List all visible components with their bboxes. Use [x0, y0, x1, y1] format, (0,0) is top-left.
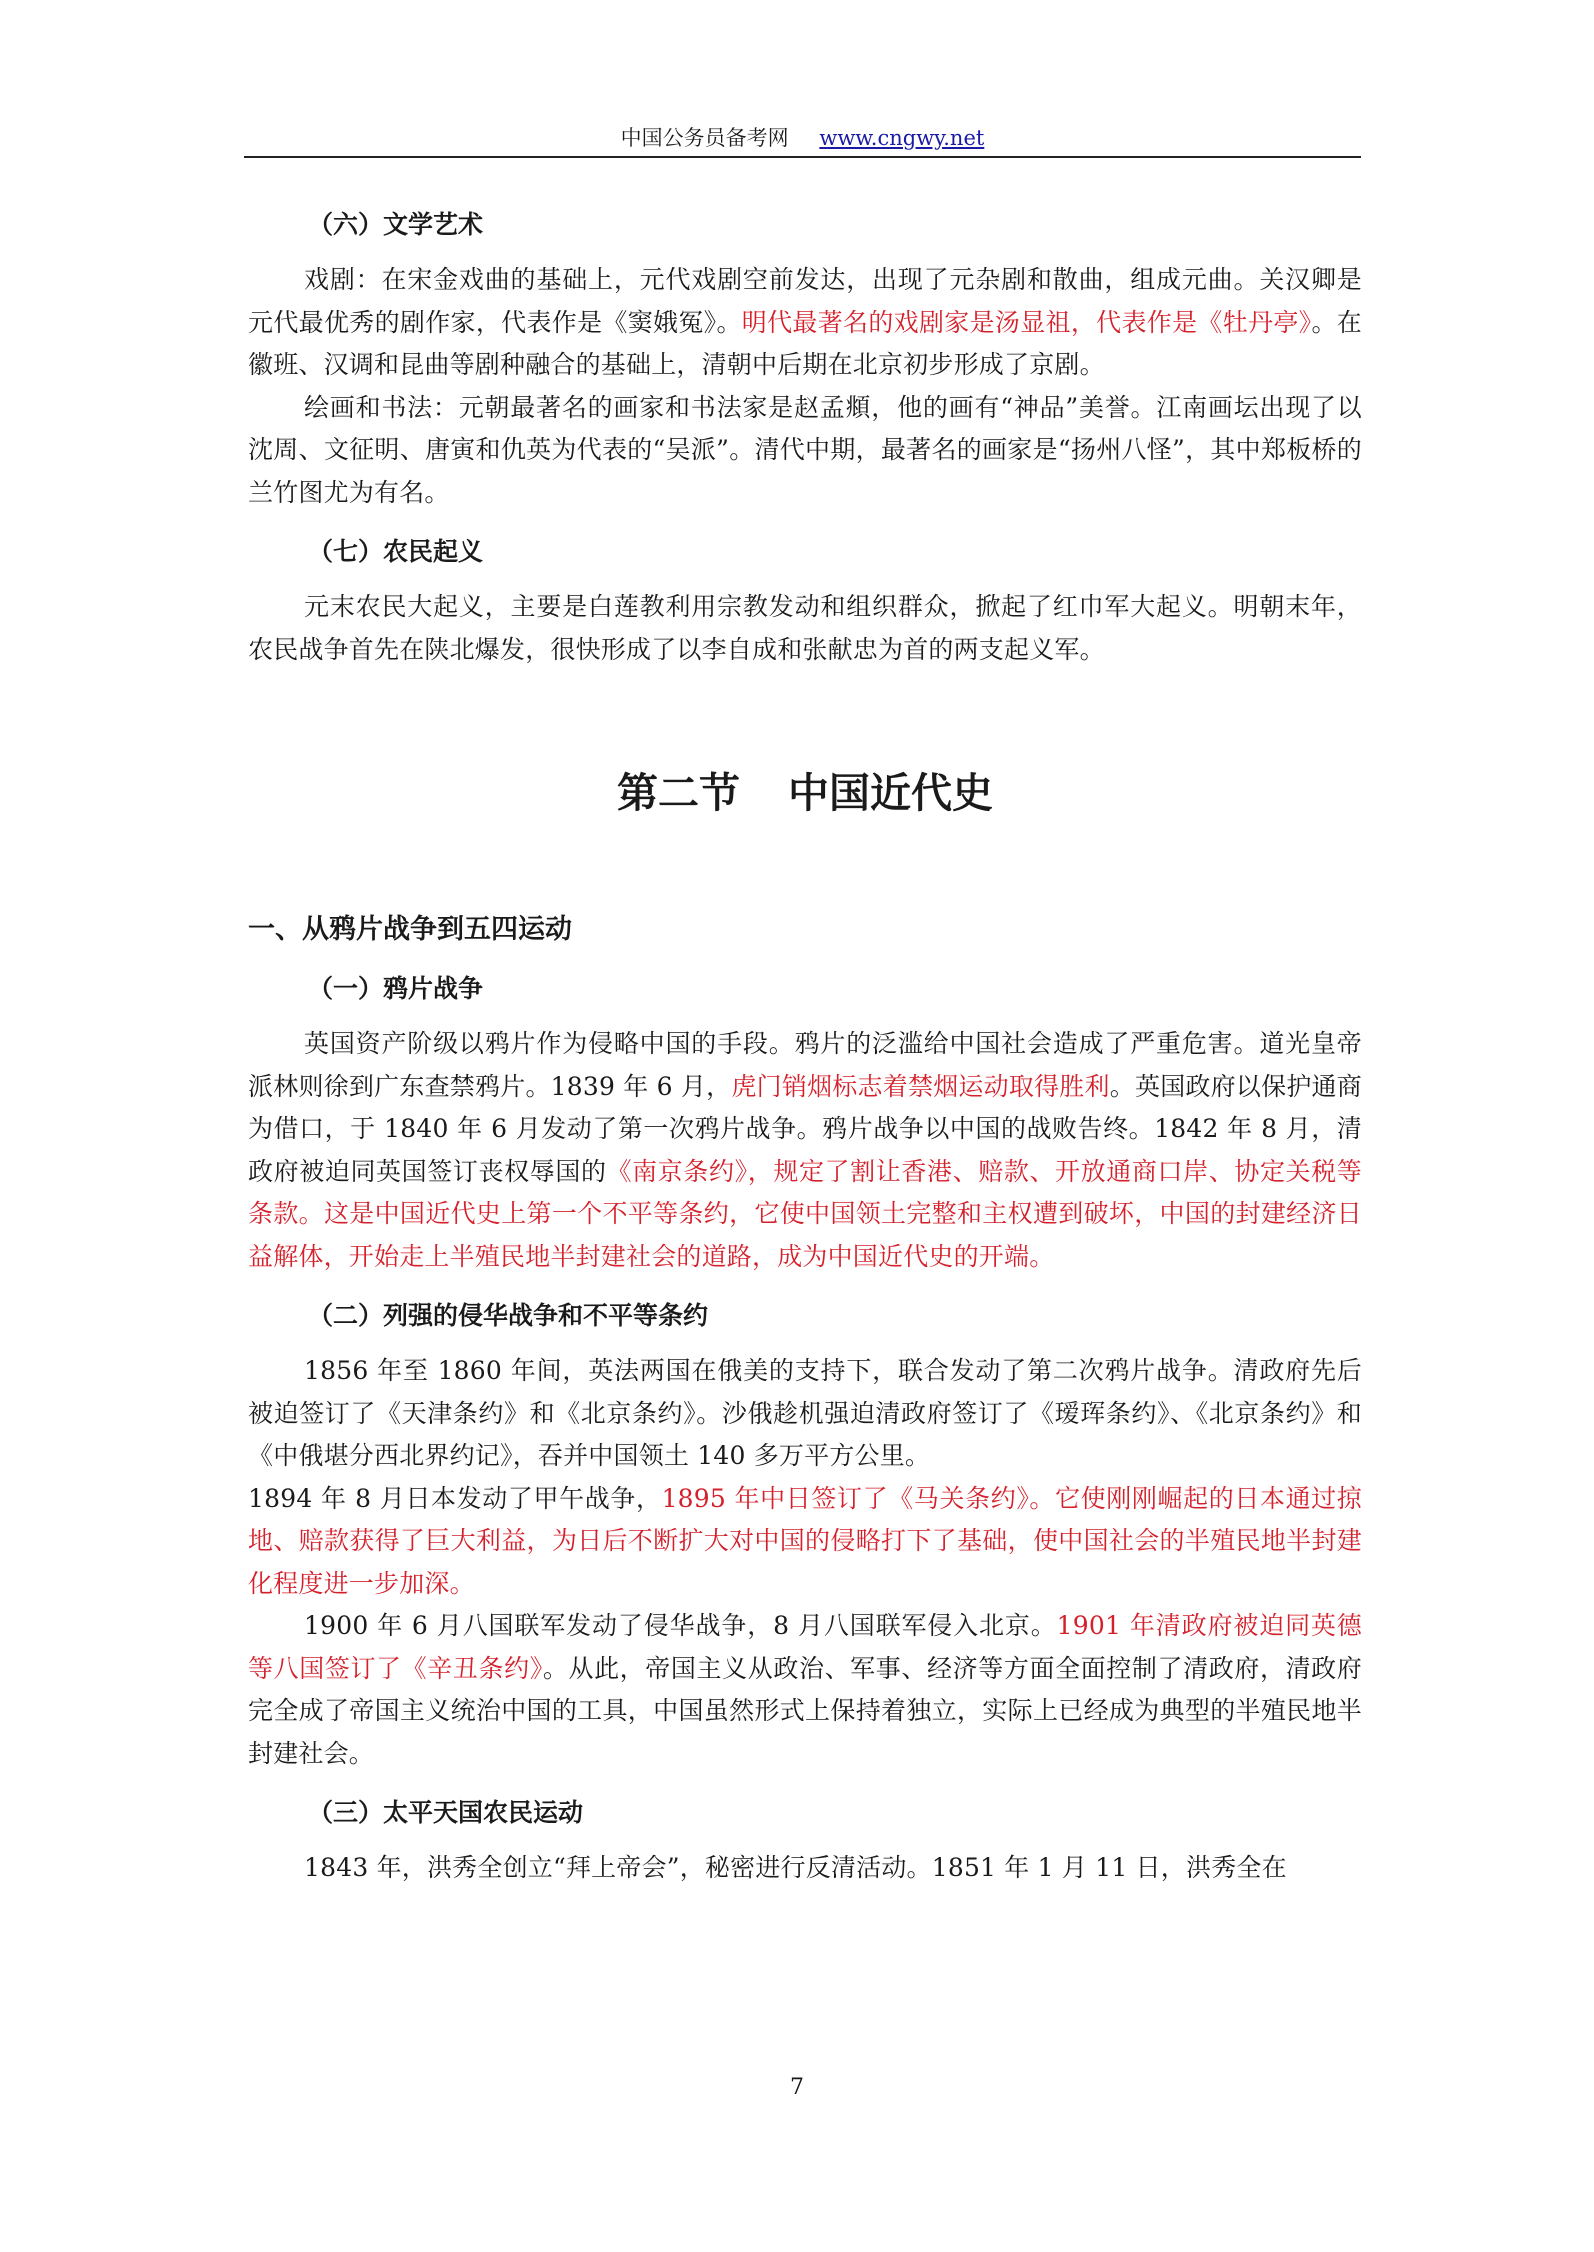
paragraph-taiping: 1843 年，洪秀全创立“拜上帝会”，秘密进行反清活动。1851 年 1 月 11 日，洪秀全在: [304, 1853, 1287, 1882]
drama-text-2: 。在徽班、汉调和昆曲等剧种融合的基础上，清朝中后期在北京初步形成了京剧。: [248, 307, 1362, 379]
heading-unequal-treaties: （二）列强的侵华战争和不平等条约: [308, 1301, 709, 1330]
site-name: 中国公务员备考网: [620, 126, 789, 150]
heading-peasant-uprising: （七）农民起义: [308, 537, 484, 566]
paragraph-second-opium-war: 1856 年至 1860 年间，英法两国在俄美的支持下，联合发动了第二次鸦片战争。清政府先后被迫签订了《天津条约》和《北京条约》。沙俄趁机强迫清政府签订了《瑷珲条约》、《北京条约》和《中俄堪分西北界约记》，吞并中国领土 140 多万平方公里。: [248, 1356, 1362, 1470]
section-name: 中国近代史: [788, 769, 993, 817]
document-body: [248, 205, 1362, 1890]
opium-highlight-1: 虎门销烟标志着禁烟运动取得胜利: [731, 1071, 1110, 1101]
heading-opium-war: （一）鸦片战争: [308, 974, 484, 1003]
paragraph-painting: 绘画和书法：元朝最著名的画家和书法家是赵孟頫，他的画有“神品”美誉。江南画坛出现了以沈周、文征明、唐寅和仇英为代表的“吴派”。清代中期，最著名的画家是“扬州八怪”，其中郑板桥的兰竹图尤为有名。: [248, 392, 1362, 507]
section-title: [248, 763, 1362, 823]
opium-text: 英国资产阶级以鸦片作为侵略中国的手段。鸦片的泛滥给中国社会造成了严重危害。道光皇帝派林则徐到广东查禁鸦片。1839 年 6 月，: [248, 1029, 1362, 1101]
paragraph-peasant-uprising: 元末农民大起义，主要是白莲教利用宗教发动和组织群众，掀起了红巾军大起义。明朝末年，农民战争首先在陕北爆发，很快形成了以李自成和张献忠为首的两支起义军。: [248, 592, 1362, 664]
section-number: 第二节: [617, 769, 740, 817]
eight-nation-highlight: 1901 年清政府被迫同英德等八国签订了《辛丑条约》: [248, 1611, 1362, 1683]
heading-literature-art: （六）文学艺术: [308, 210, 484, 239]
eight-nation-text-2: 。从此，帝国主义从政治、军事、经济等方面全面控制了清政府，清政府完全成了帝国主义统治中国的工具，中国虽然形式上保持着独立，实际上已经成为典型的半殖民地半封建社会。: [248, 1653, 1362, 1768]
site-url-link[interactable]: www.cngwy.net: [819, 126, 985, 150]
war-highlight: 1895 年中日签订了《马关条约》。它使刚刚崛起的日本通过掠地、赔款获得了巨大利益，为日后不断扩大对中国的侵略打下了基础，使中国社会的半殖民地半封建化程度进一步加深。: [248, 1483, 1362, 1598]
paragraph-opium-war: [248, 1023, 1362, 1278]
war-text: 1894 年 8 月日本发动了甲午战争，: [248, 1483, 662, 1513]
paragraph-sino-japanese-war: [248, 1478, 1362, 1606]
heading-taiping: （三）太平天国农民运动: [308, 1798, 584, 1827]
eight-nation-text: 1900 年 6 月八国联军发动了侵华战争，8 月八国联军侵入北京。: [304, 1611, 1057, 1640]
drama-highlight: 明代最著名的戏剧家是汤显祖，代表作是《牡丹亭》: [741, 307, 1312, 337]
drama-text: 戏剧：在宋金戏曲的基础上，元代戏剧空前发达，出现了元杂剧和散曲，组成元曲。关汉卿是元代最优秀的剧作家，代表作是《窦娥冤》。: [248, 265, 1362, 337]
opium-text-2: 。英国政府以保护通商为借口，于 1840 年 6 月发动了第一次鸦片战争。鸦片战争以中国的战败告终。1842 年 8 月，清政府被迫同英国签订丧权辱国的: [248, 1071, 1362, 1186]
page-header: [244, 120, 1361, 158]
paragraph-drama: [248, 259, 1362, 387]
part-heading: 一、从鸦片战争到五四运动: [248, 914, 572, 945]
paragraph-eight-nation: [248, 1605, 1362, 1775]
page-number: 7: [790, 2075, 804, 2100]
opium-highlight-2: 《南京条约》，规定了割让香港、赔款、开放通商口岸、协定关税等条款。这是中国近代史上第一个不平等条约，它使中国领土完整和主权遭到破坏，中国的封建经济日益解体，开始走上半殖民地半封建社会的道路，成为中国近代史的开端。: [248, 1156, 1362, 1271]
